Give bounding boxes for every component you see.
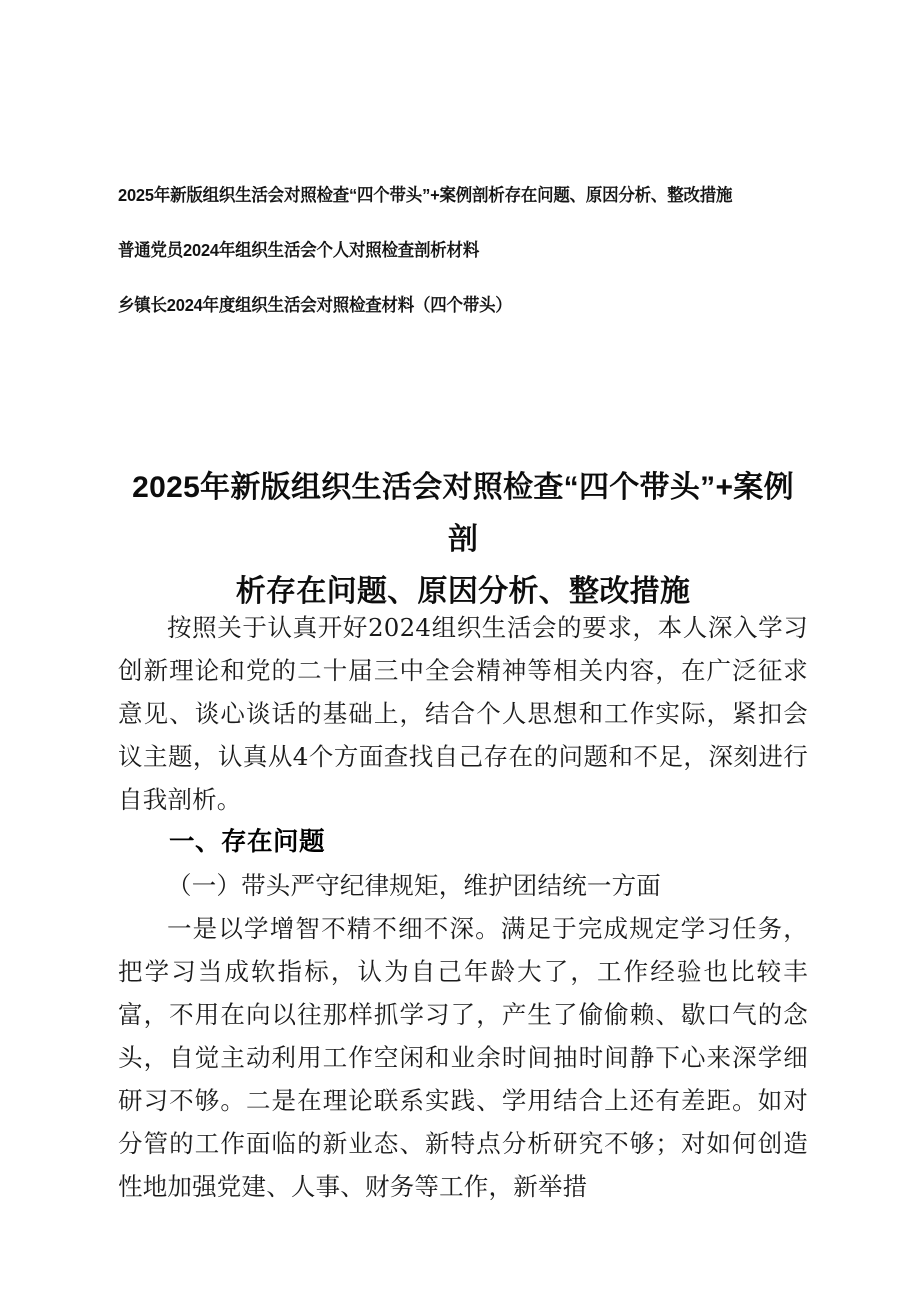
- table-of-contents: [118, 168, 818, 333]
- subsection-heading-discipline: （一）带头严守纪律规矩，维护团结统一方面: [167, 871, 661, 900]
- document-title-line-2: 析存在问题、原因分析、整改措施: [235, 575, 691, 608]
- toc-item-1[interactable]: 2025年新版组织生活会对照检查“四个带头”+案例剖析存在问题、原因分析、整改措施: [118, 185, 733, 205]
- document-body: [118, 606, 808, 1208]
- section-heading-existing-problems: 一、存在问题: [169, 828, 326, 856]
- document-title: [118, 462, 808, 618]
- intro-paragraph: 按照关于认真开好2024组织生活会的要求，本人深入学习创新理论和党的二十届三中全会精神等相关内容，在广泛征求意见、谈心谈话的基础上，结合个人思想和工作实际，紧扣会议主题，认真从4个方面查找自己存在的问题和不足，深刻进行自我剖析。: [118, 613, 808, 814]
- toc-item-2[interactable]: 普通党员2024年组织生活会个人对照检查剖析材料: [118, 240, 480, 260]
- toc-item-3[interactable]: 乡镇长2024年度组织生活会对照检查材料（四个带头）: [118, 295, 512, 315]
- subsection-paragraph-discipline: 一是以学增智不精不细不深。满足于完成规定学习任务，把学习当成软指标，认为自己年龄大了，工作经验也比较丰富，不用在向以往那样抓学习了，产生了偷偷赖、歇口气的念头，自觉主动利用工作空闲和业余时间抽时间静下心来深学细研习不够。二是在理论联系实践、学用结合上还有差距。如对分管的工作面临的新业态、新特点分析研究不够；对如何创造性地加强党建、人事、财务等工作，新举措: [118, 914, 808, 1201]
- document-title-line-1: 2025年新版组织生活会对照检查“四个带头”+案例剖: [132, 471, 794, 556]
